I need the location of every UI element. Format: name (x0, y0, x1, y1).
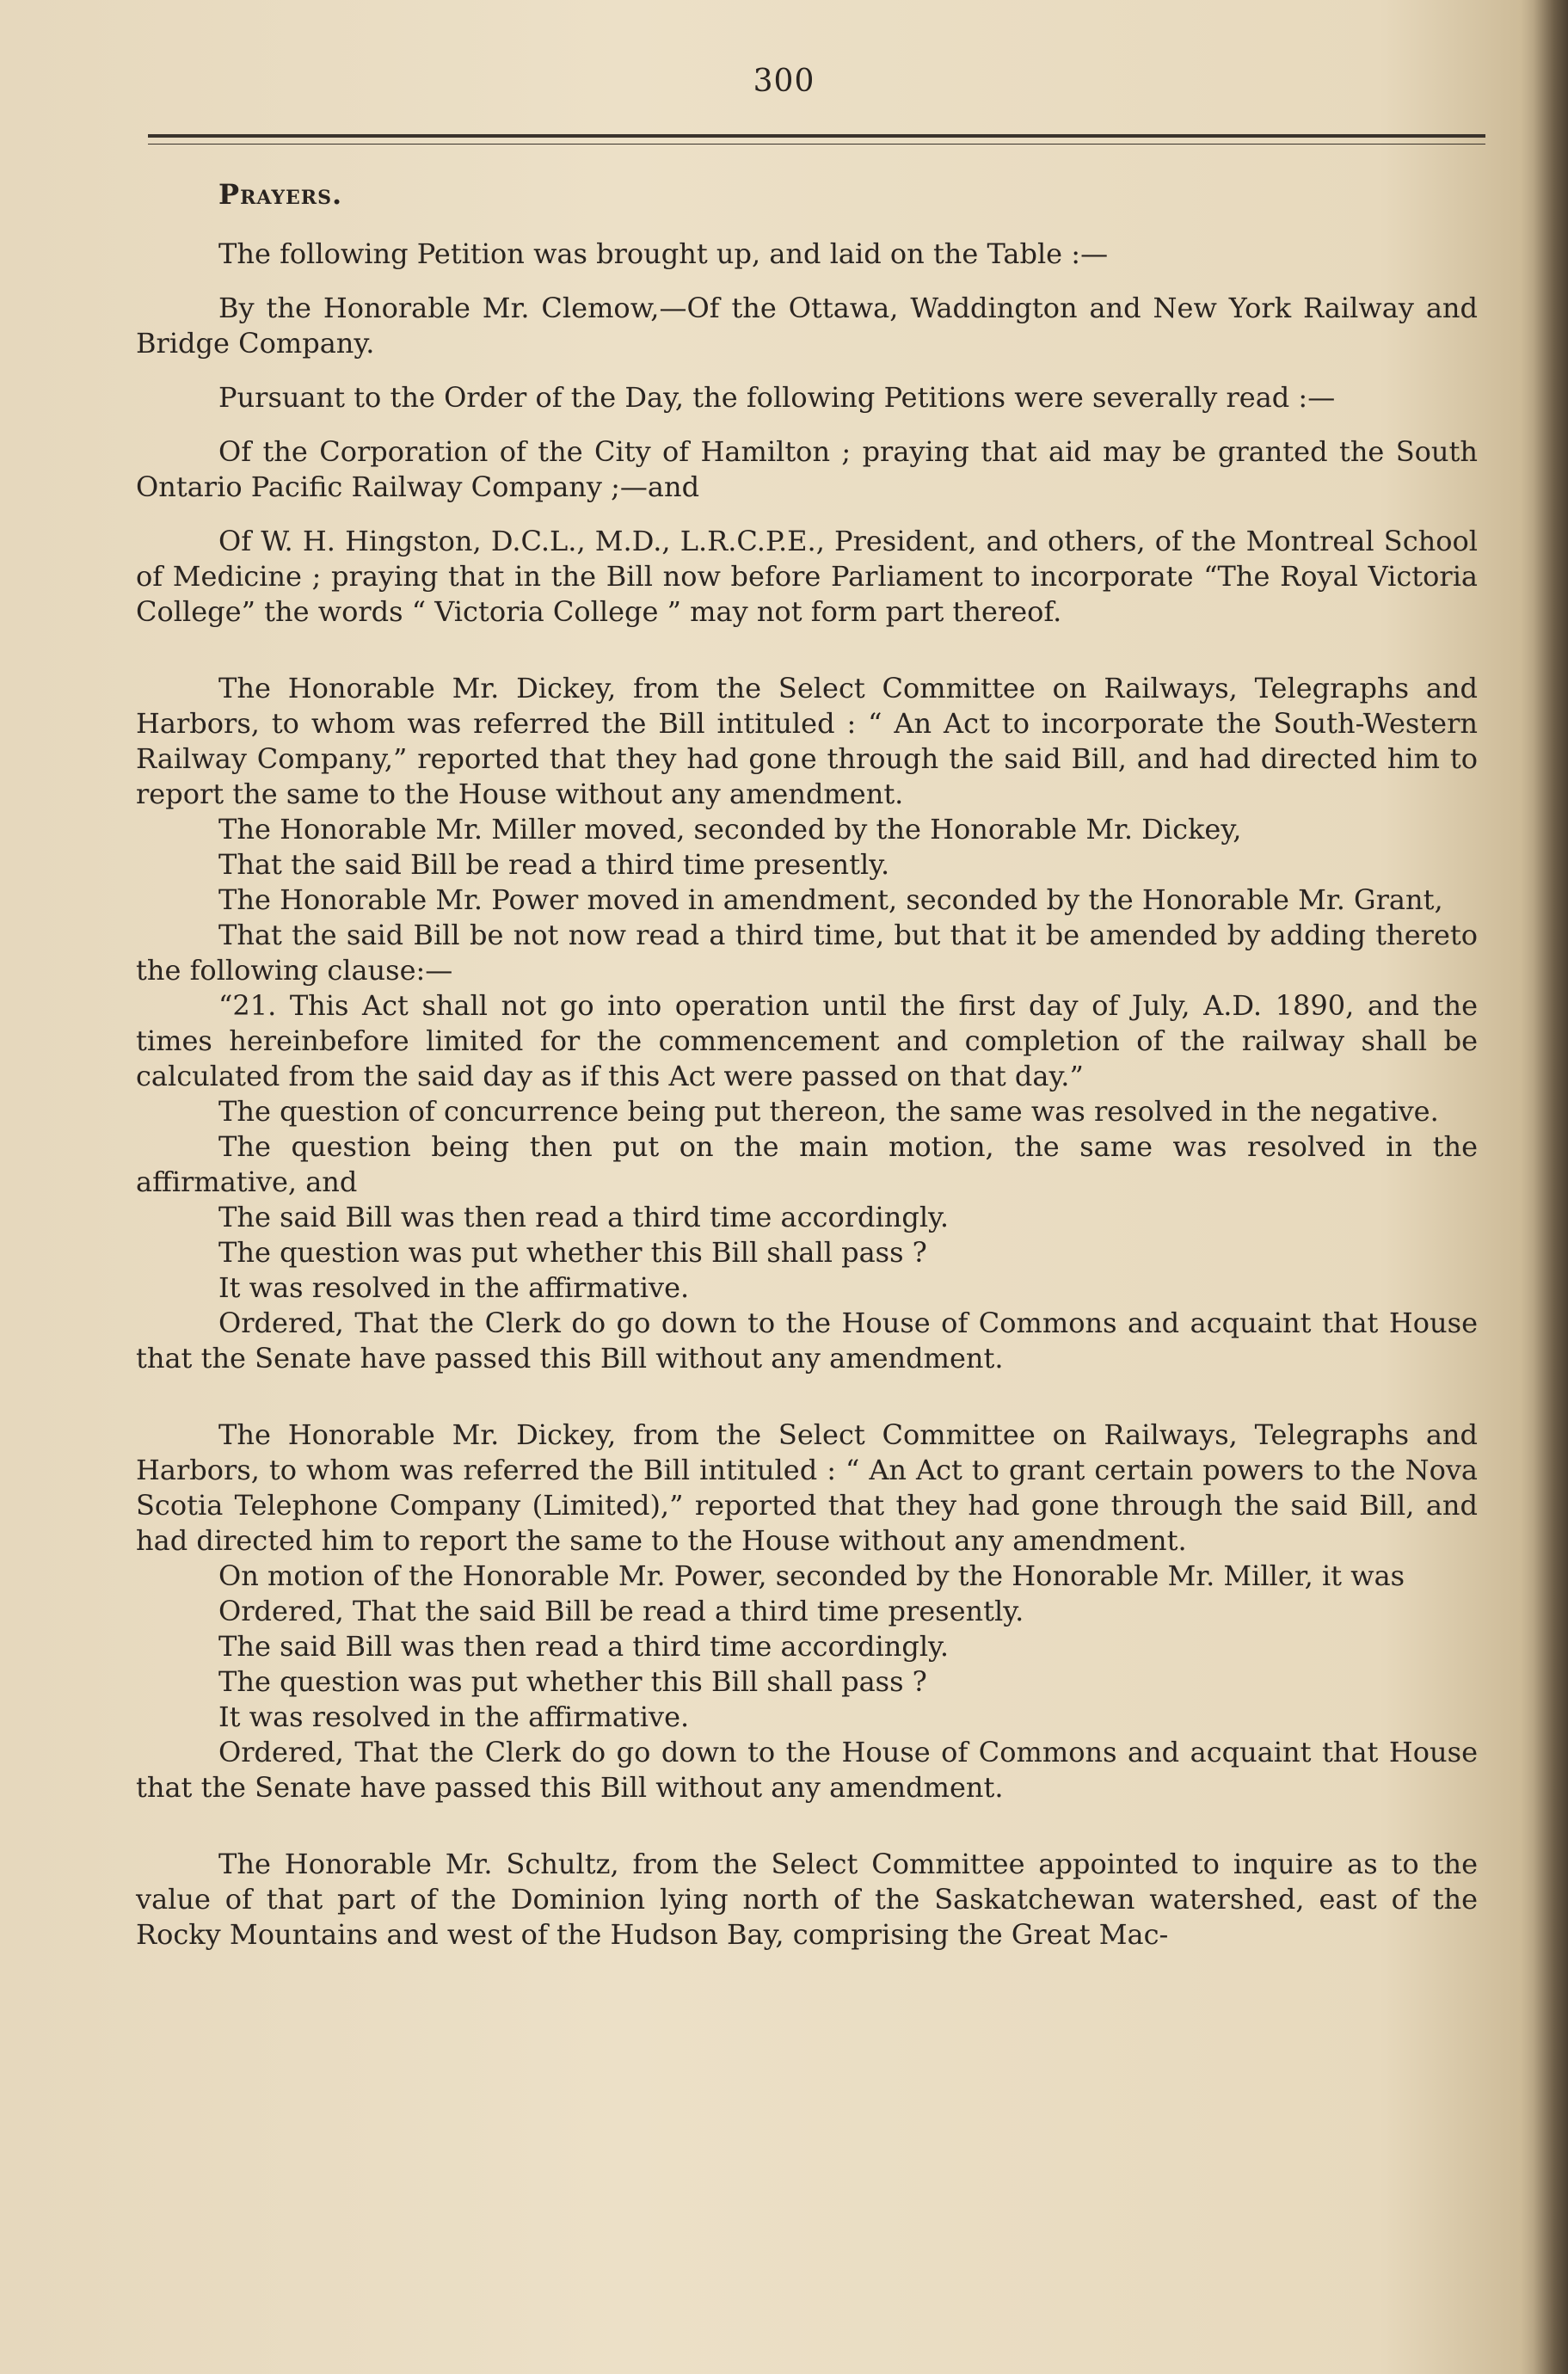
paragraph: The Honorable Mr. Dickey, from the Select Committee on Railways, Telegraphs and Harbors, to whom was referred the Bill intituled : “ An Act to grant certain powers to the Nova Scotia Telephone Company (Limited),” reported that they had gone through the said Bill, and had directed him to report the same to the House without any amendment. (136, 1418, 1478, 1557)
paragraph: Pursuant to the Order of the Day, the following Petitions were severally read :— (218, 381, 1336, 414)
page-number: 300 (753, 64, 815, 99)
paragraph: Ordered, That the Clerk do go down to the House of Commons and acquaint that House that the Senate have passed this Bill without any amendment. (136, 1736, 1478, 1804)
header-rule (148, 134, 1485, 145)
paragraph: Of W. H. Hingston, D.C.L., M.D., L.R.C.P.E., President, and others, of the Montreal School of Medicine ; praying that in the Bill now before Parliament to incorporate “The Royal Victoria College” the words “ Victoria College ” may not form part thereof. (136, 525, 1478, 628)
paragraph: Ordered, That the said Bill be read a third time presently. (218, 1595, 1024, 1627)
paragraph: The following Petition was brought up, and laid on the Table :— (218, 237, 1109, 270)
paragraph: The Honorable Mr. Power moved in amendment, seconded by the Honorable Mr. Grant, (218, 883, 1443, 916)
paragraph: The question of concurrence being put thereon, the same was resolved in the negative. (218, 1095, 1439, 1128)
paragraph: The Honorable Mr. Miller moved, seconded by the Honorable Mr. Dickey, (218, 813, 1242, 846)
paragraph: The Honorable Mr. Schultz, from the Select Committee appointed to inquire as to the value of that part of the Dominion lying north of the Saskatchewan watershed, east of the Rocky Mountains and west of the Hudson Bay, comprising the Great Mac- (136, 1848, 1478, 1951)
paragraph: The said Bill was then read a third time accordingly. (218, 1630, 950, 1663)
paragraph: The Honorable Mr. Dickey, from the Select Committee on Railways, Telegraphs and Harbors, to whom was referred the Bill intituled : “ An Act to incorporate the South-Western Railway Company,” reported that they had gone through the said Bill, and had directed him to report the same to the House without any amendment. (136, 672, 1478, 810)
paragraph: On motion of the Honorable Mr. Power, seconded by the Honorable Mr. Miller, it was (218, 1559, 1405, 1592)
paragraph: Of the Corporation of the City of Hamilton ; praying that aid may be granted the South Ontario Pacific Railway Company ;—and (136, 435, 1478, 503)
paragraph: The question was put whether this Bill shall pass ? (218, 1236, 927, 1269)
page-body (136, 169, 1478, 1953)
paragraph: The said Bill was then read a third time accordingly. (218, 1201, 950, 1233)
paragraph: The question was put whether this Bill shall pass ? (218, 1665, 927, 1698)
paragraph: It was resolved in the affirmative. (218, 1271, 690, 1304)
section-heading: Prayers. (218, 178, 343, 211)
paragraph: That the said Bill be not now read a third time, but that it be amended by adding thereto the following clause:— (136, 919, 1478, 987)
paragraph: “21. This Act shall not go into operation until the first day of July, A.D. 1890, and the times hereinbefore limited for the commencement and completion of the railway shall be calculated from the said day as if this Act were passed on that day.” (136, 989, 1478, 1092)
page-binding-edge (1534, 0, 1568, 2374)
paragraph: By the Honorable Mr. Clemow,—Of the Ottawa, Waddington and New York Railway and Bridge Company. (136, 292, 1478, 360)
paragraph: It was resolved in the affirmative. (218, 1701, 690, 1733)
paragraph: That the said Bill be read a third time presently. (218, 848, 890, 881)
paragraph: The question being then put on the main motion, the same was resolved in the affirmative, and (136, 1130, 1478, 1198)
paragraph: Ordered, That the Clerk do go down to the House of Commons and acquaint that House that the Senate have passed this Bill without any amendment. (136, 1307, 1478, 1375)
